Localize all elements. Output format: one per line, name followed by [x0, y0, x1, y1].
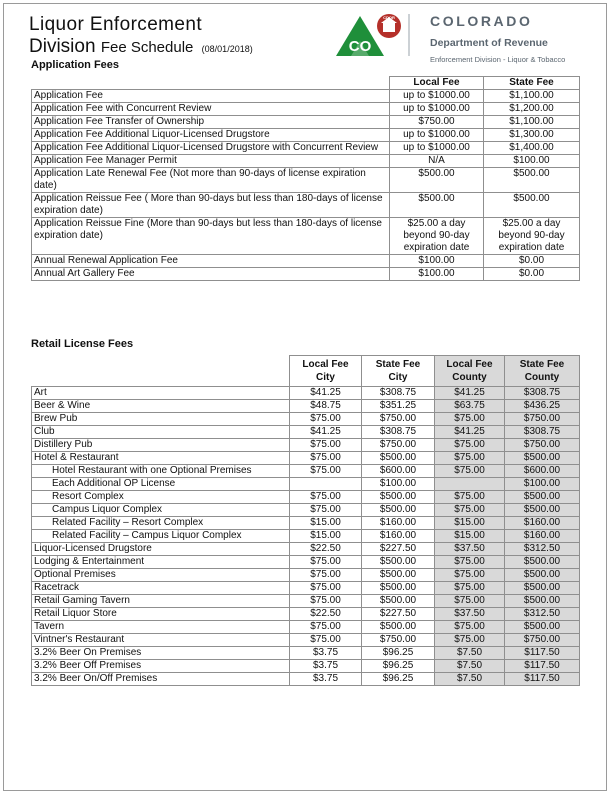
title-line1: Liquor Enforcement — [29, 14, 203, 35]
fee-label: Application Fee Additional Liquor-Licensed Drugstore with Concurrent Review — [32, 142, 390, 155]
table-row — [32, 608, 580, 621]
state-fee-county-cell: $312.50 — [505, 608, 580, 621]
table-row — [32, 621, 580, 634]
retail-license-fees-table — [31, 355, 580, 686]
logo-co-text: CO — [348, 38, 372, 55]
table-row — [32, 647, 580, 660]
local-fee-county-cell: $75.00 — [435, 452, 505, 465]
local-fee-county-cell: $75.00 — [435, 634, 505, 647]
state-fee-city-cell: $500.00 — [362, 504, 435, 517]
fee-label: Annual Art Gallery Fee — [32, 268, 390, 281]
state-fee-city-cell: $500.00 — [362, 452, 435, 465]
license-type-label: Optional Premises — [32, 569, 290, 582]
state-fee-cell: $1,100.00 — [484, 90, 580, 103]
fee-label: Application Fee — [32, 90, 390, 103]
state-fee-county-cell: $308.75 — [505, 426, 580, 439]
local-fee-cell: $750.00 — [390, 116, 484, 129]
state-fee-cell: $100.00 — [484, 155, 580, 168]
local-fee-cell: $100.00 — [390, 268, 484, 281]
table-row — [32, 193, 580, 218]
license-type-label: Club — [32, 426, 290, 439]
local-fee-county-cell: $75.00 — [435, 582, 505, 595]
license-type-label: Resort Complex — [32, 491, 290, 504]
local-fee-county-cell: $75.00 — [435, 439, 505, 452]
column-header: State Fee County — [505, 356, 580, 387]
state-fee-county-cell: $117.50 — [505, 673, 580, 686]
license-type-label: Racetrack — [32, 582, 290, 595]
local-fee-city-cell: $75.00 — [290, 634, 362, 647]
license-type-label: Retail Gaming Tavern — [32, 595, 290, 608]
state-fee-cell: $1,300.00 — [484, 129, 580, 142]
state-fee-county-cell: $500.00 — [505, 452, 580, 465]
local-fee-county-cell: $15.00 — [435, 517, 505, 530]
local-fee-county-cell: $7.50 — [435, 660, 505, 673]
table-row — [32, 491, 580, 504]
state-fee-cell: $0.00 — [484, 255, 580, 268]
table-row — [32, 660, 580, 673]
local-fee-city-cell: $75.00 — [290, 595, 362, 608]
state-fee-city-cell: $227.50 — [362, 543, 435, 556]
local-fee-city-cell: $75.00 — [290, 452, 362, 465]
table-row — [32, 387, 580, 400]
local-fee-county-cell: $7.50 — [435, 647, 505, 660]
local-fee-city-cell: $75.00 — [290, 569, 362, 582]
state-fee-city-cell: $308.75 — [362, 387, 435, 400]
state-fee-city-cell: $500.00 — [362, 491, 435, 504]
local-fee-cell: $25.00 a day beyond 90-day expiration date — [390, 218, 484, 255]
state-fee-city-cell: $160.00 — [362, 517, 435, 530]
state-fee-county-cell: $750.00 — [505, 439, 580, 452]
state-fee-cell: $1,100.00 — [484, 116, 580, 129]
application-fees-title: Application Fees — [31, 59, 120, 71]
state-fee-city-cell: $160.00 — [362, 530, 435, 543]
license-type-label: Liquor-Licensed Drugstore — [32, 543, 290, 556]
local-fee-county-cell: $75.00 — [435, 595, 505, 608]
local-fee-city-cell: $41.25 — [290, 387, 362, 400]
license-type-label: Related Facility – Campus Liquor Complex — [32, 530, 290, 543]
table-row — [32, 582, 580, 595]
state-fee-cell: $1,200.00 — [484, 103, 580, 116]
local-fee-city-cell: $75.00 — [290, 465, 362, 478]
state-fee-county-cell: $312.50 — [505, 543, 580, 556]
table-row — [32, 634, 580, 647]
local-fee-city-cell: $75.00 — [290, 621, 362, 634]
local-fee-county-cell: $37.50 — [435, 543, 505, 556]
column-header: Local Fee County — [435, 356, 505, 387]
state-fee-cell: $500.00 — [484, 193, 580, 218]
local-fee-city-cell: $3.75 — [290, 673, 362, 686]
state-fee-city-cell: $500.00 — [362, 621, 435, 634]
fee-label: Application Fee Additional Liquor-Licensed Drugstore — [32, 129, 390, 142]
table-header-row — [32, 356, 580, 387]
state-fee-cell: $500.00 — [484, 168, 580, 193]
table-row — [32, 439, 580, 452]
license-type-label: 3.2% Beer Off Premises — [32, 660, 290, 673]
subtitle: Fee Schedule — [100, 39, 194, 56]
fee-label: Application Fee Transfer of Ownership — [32, 116, 390, 129]
fee-label: Application Fee Manager Permit — [32, 155, 390, 168]
local-fee-city-cell: $48.75 — [290, 400, 362, 413]
table-row — [32, 452, 580, 465]
local-fee-city-cell — [290, 478, 362, 491]
table-row — [32, 530, 580, 543]
local-fee-city-cell: $75.00 — [290, 439, 362, 452]
state-fee-county-cell: $308.75 — [505, 387, 580, 400]
state-fee-city-cell: $600.00 — [362, 465, 435, 478]
state-fee-cell: $0.00 — [484, 268, 580, 281]
local-fee-cell: $500.00 — [390, 168, 484, 193]
department-name: Department of Revenue — [430, 37, 548, 49]
fee-label: Annual Renewal Application Fee — [32, 255, 390, 268]
blank-header — [32, 77, 390, 90]
local-fee-city-cell: $15.00 — [290, 530, 362, 543]
local-fee-city-cell: $22.50 — [290, 608, 362, 621]
state-fee-city-cell: $96.25 — [362, 660, 435, 673]
local-fee-cell: $500.00 — [390, 193, 484, 218]
column-header: Local Fee City — [290, 356, 362, 387]
table-row — [32, 218, 580, 255]
state-fee-county-cell: $600.00 — [505, 465, 580, 478]
state-fee-city-cell: $750.00 — [362, 634, 435, 647]
license-type-label: Tavern — [32, 621, 290, 634]
table-row — [32, 426, 580, 439]
fee-label: Application Late Renewal Fee (Not more than 90-days of license expiration date) — [32, 168, 390, 193]
logo-badge-text: CDOR — [383, 15, 395, 20]
license-type-label: Beer & Wine — [32, 400, 290, 413]
state-fee-county-cell: $500.00 — [505, 621, 580, 634]
table-row — [32, 543, 580, 556]
state-fee-city-cell: $351.25 — [362, 400, 435, 413]
local-fee-cell: N/A — [390, 155, 484, 168]
local-fee-county-cell: $75.00 — [435, 491, 505, 504]
state-fee-city-cell: $500.00 — [362, 556, 435, 569]
table-row — [32, 595, 580, 608]
table-row — [32, 413, 580, 426]
table-row — [32, 142, 580, 155]
table-row — [32, 90, 580, 103]
local-fee-county-cell: $41.25 — [435, 426, 505, 439]
state-fee-city-cell: $227.50 — [362, 608, 435, 621]
license-type-label: Related Facility – Resort Complex — [32, 517, 290, 530]
state-fee-city-cell: $750.00 — [362, 439, 435, 452]
local-fee-cell: up to $1000.00 — [390, 142, 484, 155]
table-row — [32, 129, 580, 142]
state-fee-city-cell: $500.00 — [362, 582, 435, 595]
local-fee-city-cell: $75.00 — [290, 556, 362, 569]
local-fee-county-cell: $37.50 — [435, 608, 505, 621]
state-name: COLORADO — [430, 13, 533, 29]
license-type-label: Lodging & Entertainment — [32, 556, 290, 569]
state-fee-city-cell: $96.25 — [362, 673, 435, 686]
state-fee-county-cell: $117.50 — [505, 647, 580, 660]
local-fee-cell: up to $1000.00 — [390, 90, 484, 103]
local-fee-city-cell: $75.00 — [290, 491, 362, 504]
column-header: State Fee — [484, 77, 580, 90]
license-type-label: Each Additional OP License — [32, 478, 290, 491]
local-fee-cell: $100.00 — [390, 255, 484, 268]
local-fee-county-cell: $7.50 — [435, 673, 505, 686]
fee-label: Application Fee with Concurrent Review — [32, 103, 390, 116]
local-fee-county-cell: $75.00 — [435, 621, 505, 634]
state-fee-county-cell: $750.00 — [505, 634, 580, 647]
table-row — [32, 478, 580, 491]
state-fee-city-cell: $500.00 — [362, 569, 435, 582]
local-fee-county-cell: $75.00 — [435, 413, 505, 426]
table-row — [32, 103, 580, 116]
table-row — [32, 255, 580, 268]
local-fee-cell: up to $1000.00 — [390, 103, 484, 116]
state-fee-city-cell: $308.75 — [362, 426, 435, 439]
license-type-label: Retail Liquor Store — [32, 608, 290, 621]
table-row — [32, 517, 580, 530]
local-fee-cell: up to $1000.00 — [390, 129, 484, 142]
table-row — [32, 168, 580, 193]
table-row — [32, 116, 580, 129]
table-header-row — [32, 77, 580, 90]
local-fee-city-cell: $3.75 — [290, 647, 362, 660]
state-fee-city-cell: $96.25 — [362, 647, 435, 660]
local-fee-city-cell: $75.00 — [290, 582, 362, 595]
state-fee-county-cell: $160.00 — [505, 517, 580, 530]
table-row — [32, 400, 580, 413]
table-row — [32, 155, 580, 168]
license-type-label: Hotel & Restaurant — [32, 452, 290, 465]
local-fee-city-cell: $22.50 — [290, 543, 362, 556]
local-fee-county-cell: $75.00 — [435, 556, 505, 569]
state-fee-county-cell: $500.00 — [505, 569, 580, 582]
local-fee-city-cell: $41.25 — [290, 426, 362, 439]
table-row — [32, 673, 580, 686]
fee-label: Application Reissue Fee ( More than 90-days but less than 180-days of license expiration date) — [32, 193, 390, 218]
local-fee-county-cell: $15.00 — [435, 530, 505, 543]
license-type-label: Art — [32, 387, 290, 400]
state-fee-county-cell: $500.00 — [505, 556, 580, 569]
license-type-label: Vintner's Restaurant — [32, 634, 290, 647]
license-type-label: Brew Pub — [32, 413, 290, 426]
table-row — [32, 569, 580, 582]
blank-header — [32, 356, 290, 387]
state-fee-county-cell: $500.00 — [505, 491, 580, 504]
state-fee-cell: $1,400.00 — [484, 142, 580, 155]
state-fee-county-cell: $160.00 — [505, 530, 580, 543]
schedule-date: (08/01/2018) — [201, 44, 253, 54]
state-fee-county-cell: $117.50 — [505, 660, 580, 673]
state-fee-county-cell: $750.00 — [505, 413, 580, 426]
state-fee-city-cell: $500.00 — [362, 595, 435, 608]
division-name: Enforcement Division - Liquor & Tobacco — [430, 55, 566, 64]
local-fee-county-cell: $41.25 — [435, 387, 505, 400]
local-fee-city-cell: $15.00 — [290, 517, 362, 530]
state-fee-county-cell: $100.00 — [505, 478, 580, 491]
cdor-logo-icon — [334, 12, 424, 58]
license-type-label: Hotel Restaurant with one Optional Premises — [32, 465, 290, 478]
table-row — [32, 268, 580, 281]
table-row — [32, 556, 580, 569]
state-fee-county-cell: $500.00 — [505, 595, 580, 608]
local-fee-county-cell: $63.75 — [435, 400, 505, 413]
local-fee-city-cell: $75.00 — [290, 504, 362, 517]
title-line2 — [29, 36, 253, 58]
fee-label: Application Reissue Fine (More than 90-days but less than 180-days of license expiration date) — [32, 218, 390, 255]
license-type-label: 3.2% Beer On/Off Premises — [32, 673, 290, 686]
license-type-label: Distillery Pub — [32, 439, 290, 452]
table-row — [32, 465, 580, 478]
table-row — [32, 504, 580, 517]
local-fee-county-cell: $75.00 — [435, 569, 505, 582]
title-division: Division — [29, 36, 96, 57]
state-fee-county-cell: $500.00 — [505, 504, 580, 517]
state-fee-city-cell: $750.00 — [362, 413, 435, 426]
column-header: Local Fee — [390, 77, 484, 90]
license-type-label: 3.2% Beer On Premises — [32, 647, 290, 660]
local-fee-county-cell: $75.00 — [435, 465, 505, 478]
local-fee-city-cell: $75.00 — [290, 413, 362, 426]
license-type-label: Campus Liquor Complex — [32, 504, 290, 517]
retail-license-fees-title: Retail License Fees — [31, 338, 134, 350]
state-fee-city-cell: $100.00 — [362, 478, 435, 491]
column-header: State Fee City — [362, 356, 435, 387]
state-fee-county-cell: $500.00 — [505, 582, 580, 595]
state-fee-county-cell: $436.25 — [505, 400, 580, 413]
local-fee-county-cell: $75.00 — [435, 504, 505, 517]
application-fees-table — [31, 76, 580, 281]
local-fee-city-cell: $3.75 — [290, 660, 362, 673]
state-fee-cell: $25.00 a day beyond 90-day expiration date — [484, 218, 580, 255]
local-fee-county-cell — [435, 478, 505, 491]
